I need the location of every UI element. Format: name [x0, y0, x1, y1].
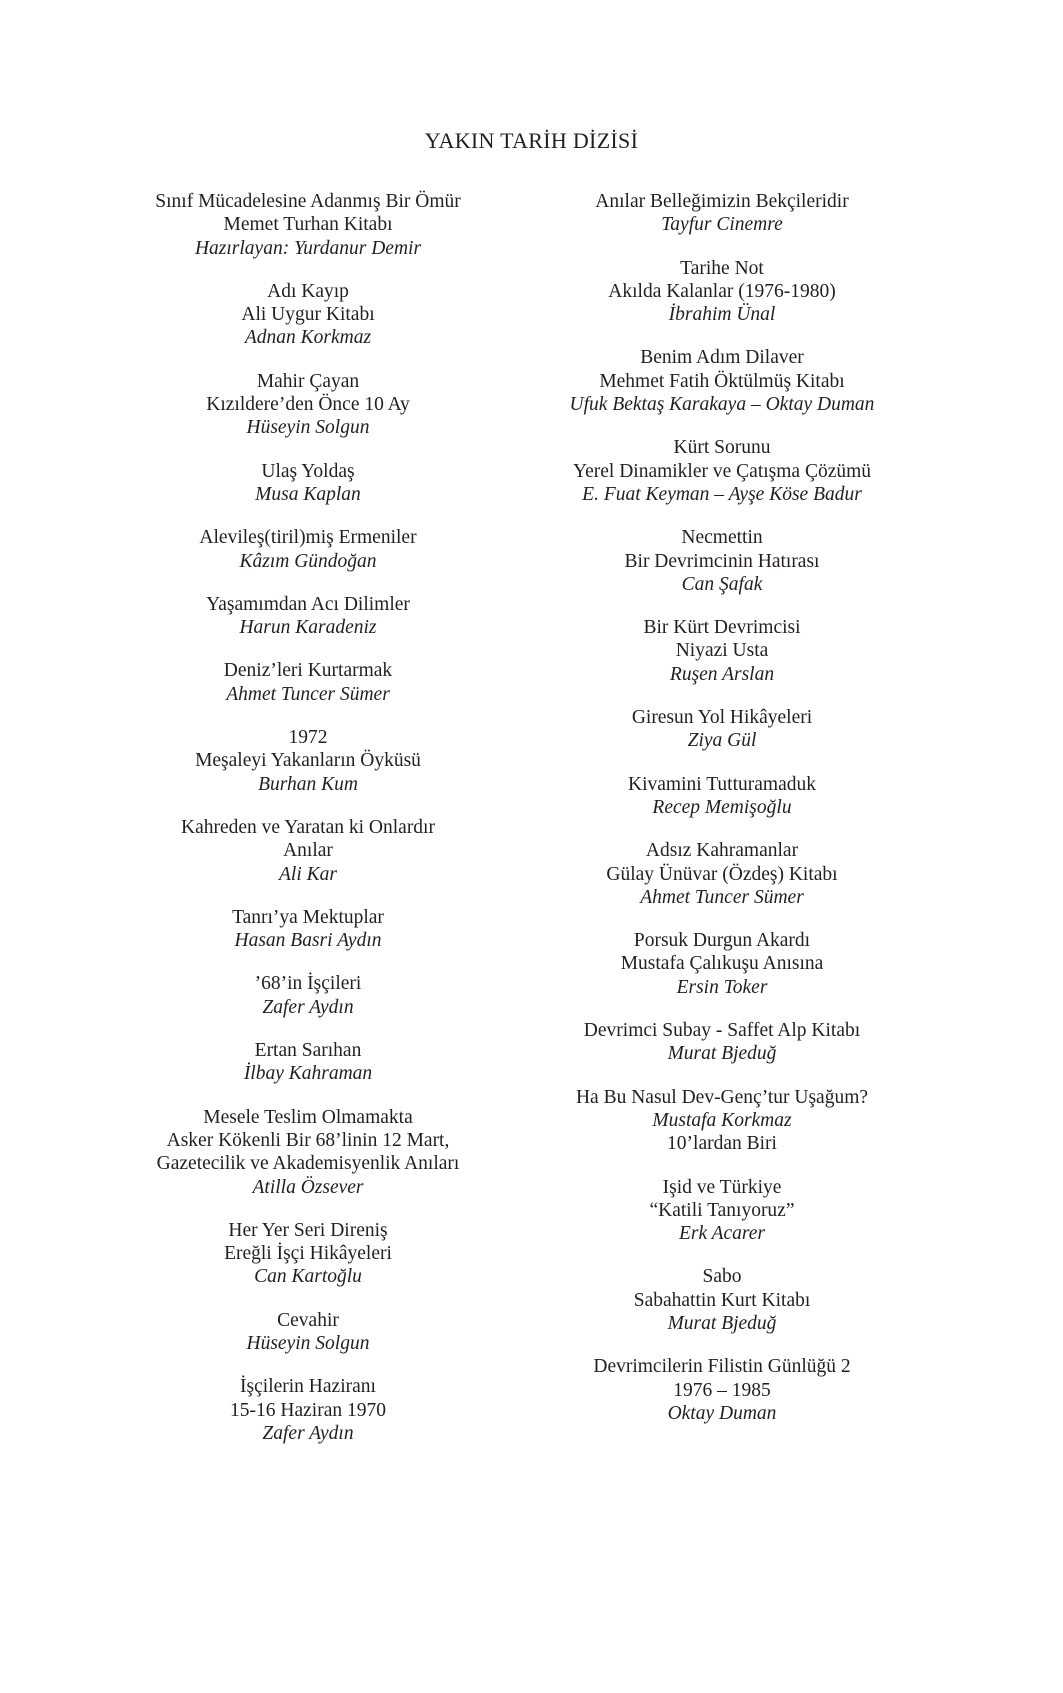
book-title-line: Cevahir: [277, 1309, 339, 1331]
book-entry: [502, 929, 942, 999]
book-title-line: Necmettin: [681, 527, 763, 549]
book-author: Zafer Aydın: [262, 996, 354, 1018]
book-entry: [502, 706, 942, 753]
book-author: Ziya Gül: [687, 730, 757, 752]
book-title-line: Kızıldere’den Önce 10 Ay: [206, 394, 410, 416]
book-title-line: Porsuk Durgun Akardı: [633, 930, 811, 952]
book-author: Hazırlayan: Yurdanur Demir: [194, 237, 422, 259]
book-title-line: Deniz’leri Kurtarmak: [223, 660, 393, 682]
book-title-line: Kivamini Tutturamaduk: [628, 773, 816, 795]
book-author: Tayfur Cinemre: [661, 214, 783, 236]
book-entry: [88, 972, 528, 1019]
book-author: İbrahim Ünal: [668, 304, 776, 326]
book-entry: [502, 1355, 942, 1425]
book-title-line: Anılar Belleğimizin Bekçileridir: [595, 191, 849, 212]
book-author: İlbay Kahraman: [243, 1063, 373, 1085]
book-entry: [88, 280, 528, 350]
book-title-line: Asker Kökenli Bir 68’linin 12 Mart,: [166, 1129, 450, 1151]
book-entry: [502, 190, 942, 237]
book-title-line: Benim Adım Dilaver: [640, 347, 804, 369]
book-author: Adnan Korkmaz: [244, 327, 372, 349]
book-title-line: Adı Kayıp: [267, 280, 349, 302]
book-title-line: Her Yer Seri Direniş: [228, 1219, 388, 1241]
book-entry: [502, 773, 942, 820]
book-entry: [502, 616, 942, 686]
book-title-line: Adsız Kahramanlar: [645, 840, 799, 862]
book-entry: [502, 526, 942, 596]
book-title-line: Alevileş(tiril)miş Ermeniler: [199, 527, 417, 549]
book-entry: [88, 1309, 528, 1356]
book-author: Zafer Aydın: [262, 1422, 354, 1444]
book-entry: [88, 1219, 528, 1289]
book-author: Mustafa Korkmaz: [652, 1109, 792, 1131]
book-entry: [88, 659, 528, 706]
book-title-line: Tanrı’ya Mektuplar: [232, 906, 384, 928]
book-entry: [502, 1019, 942, 1066]
book-title-line: Sabo: [702, 1266, 742, 1288]
book-author: Hüseyin Solgun: [246, 417, 370, 439]
book-title-line: Kürt Sorunu: [673, 437, 771, 459]
book-title-line: Mesele Teslim Olmamakta: [203, 1106, 413, 1128]
book-entry: [502, 1176, 942, 1246]
book-entry: [502, 839, 942, 909]
book-author: Murat Bjeduğ: [667, 1043, 777, 1065]
book-author: Erk Acarer: [678, 1223, 766, 1245]
book-title-line: Niyazi Usta: [675, 640, 769, 662]
book-entry: [88, 370, 528, 440]
book-title-line: Meşaleyi Yakanların Öyküsü: [195, 750, 421, 772]
book-entry: [502, 346, 942, 416]
book-author: Musa Kaplan: [255, 483, 361, 505]
book-entry: [88, 906, 528, 953]
book-title-line: Ereğli İşçi Hikâyeleri: [224, 1243, 392, 1265]
book-entry: [88, 190, 528, 260]
book-title-line: 15-16 Haziran 1970: [230, 1399, 386, 1421]
right-column: [502, 190, 942, 1445]
book-title-line: Ertan Sarıhan: [254, 1040, 362, 1062]
book-title-line: Ha Bu Nasul Dev-Genç’tur Uşağum?: [575, 1086, 869, 1108]
book-author: Ali Kar: [279, 863, 337, 885]
book-title-line: “Katili Tanıyoruz”: [649, 1199, 795, 1221]
book-title-line: Memet Turhan Kitabı: [223, 214, 393, 236]
book-title-line: Ulaş Yoldaş: [261, 460, 355, 482]
book-entry: [502, 1086, 942, 1156]
book-entry: [88, 460, 528, 507]
book-entry: [88, 1106, 528, 1199]
book-author: Ersin Toker: [676, 976, 768, 998]
book-title-line: Ali Uygur Kitabı: [241, 304, 375, 326]
book-title-line: Yerel Dinamikler ve Çatışma Çözümü: [572, 460, 872, 482]
book-title-line: Gazetecilik ve Akademisyenlik Anıları: [156, 1153, 460, 1175]
book-title-line: Kahreden ve Yaratan ki Onlardır: [181, 816, 435, 838]
series-title: YAKIN TARİH DİZİSİ: [424, 128, 639, 153]
book-title-line: Yaşamımdan Acı Dilimler: [206, 593, 410, 615]
book-author: Ruşen Arslan: [669, 663, 775, 685]
book-author: Can Kartoğlu: [254, 1266, 362, 1288]
book-title-line: Anılar: [283, 840, 333, 862]
book-title-line: Tarihe Not: [680, 257, 764, 279]
book-title-line: Akılda Kalanlar (1976-1980): [608, 280, 836, 302]
book-title-line: Sabahattin Kurt Kitabı: [633, 1289, 811, 1311]
book-title-line: 1976 – 1985: [673, 1379, 771, 1401]
left-column: [88, 190, 528, 1465]
book-title-line: Mehmet Fatih Öktülmüş Kitabı: [599, 370, 845, 392]
book-title-line: Sınıf Mücadelesine Adanmış Bir Ömür: [155, 191, 461, 212]
book-author: Oktay Duman: [667, 1402, 777, 1424]
book-author: Hasan Basri Aydın: [234, 930, 382, 952]
book-entry: [502, 436, 942, 506]
book-entry: [88, 816, 528, 886]
book-title-line: ’68’in İşçileri: [254, 973, 362, 995]
book-author: Burhan Kum: [258, 773, 358, 795]
book-title-line: Bir Devrimcinin Hatırası: [624, 550, 820, 572]
book-title-line: Mahir Çayan: [256, 370, 360, 392]
book-author: Kâzım Gündoğan: [239, 550, 377, 572]
book-title-line: Gülay Ünüvar (Özdeş) Kitabı: [606, 863, 838, 885]
book-author: Recep Memişoğlu: [652, 796, 792, 818]
book-author: Ahmet Tuncer Sümer: [640, 886, 804, 908]
book-title-line: Devrimcilerin Filistin Günlüğü 2: [593, 1356, 851, 1378]
book-author: Ahmet Tuncer Sümer: [226, 683, 390, 705]
book-author: Hüseyin Solgun: [246, 1332, 370, 1354]
book-entry: [88, 1375, 528, 1445]
book-entry: [502, 257, 942, 327]
book-entry: [88, 593, 528, 640]
book-author: Harun Karadeniz: [239, 617, 377, 639]
book-title-line: Giresun Yol Hikâyeleri: [631, 707, 813, 729]
book-title-line: Bir Kürt Devrimcisi: [643, 617, 801, 639]
book-title-line: Devrimci Subay - Saffet Alp Kitabı: [583, 1020, 861, 1042]
book-title-line: Işid ve Türkiye: [662, 1176, 782, 1198]
book-entry: [502, 1265, 942, 1335]
book-entry: [88, 1039, 528, 1086]
book-title-line: 10’lardan Biri: [667, 1133, 777, 1155]
book-author: Atilla Özsever: [252, 1176, 364, 1198]
book-title-line: İşçilerin Haziranı: [240, 1376, 376, 1398]
book-author: Can Şafak: [681, 573, 763, 595]
book-entry: [88, 526, 528, 573]
book-author: E. Fuat Keyman – Ayşe Köse Badur: [582, 483, 862, 505]
book-title-line: Mustafa Çalıkuşu Anısına: [620, 953, 824, 975]
book-author: Ufuk Bektaş Karakaya – Oktay Duman: [569, 394, 875, 416]
book-title-line: 1972: [288, 727, 328, 749]
book-entry: [88, 726, 528, 796]
book-author: Murat Bjeduğ: [667, 1312, 777, 1334]
